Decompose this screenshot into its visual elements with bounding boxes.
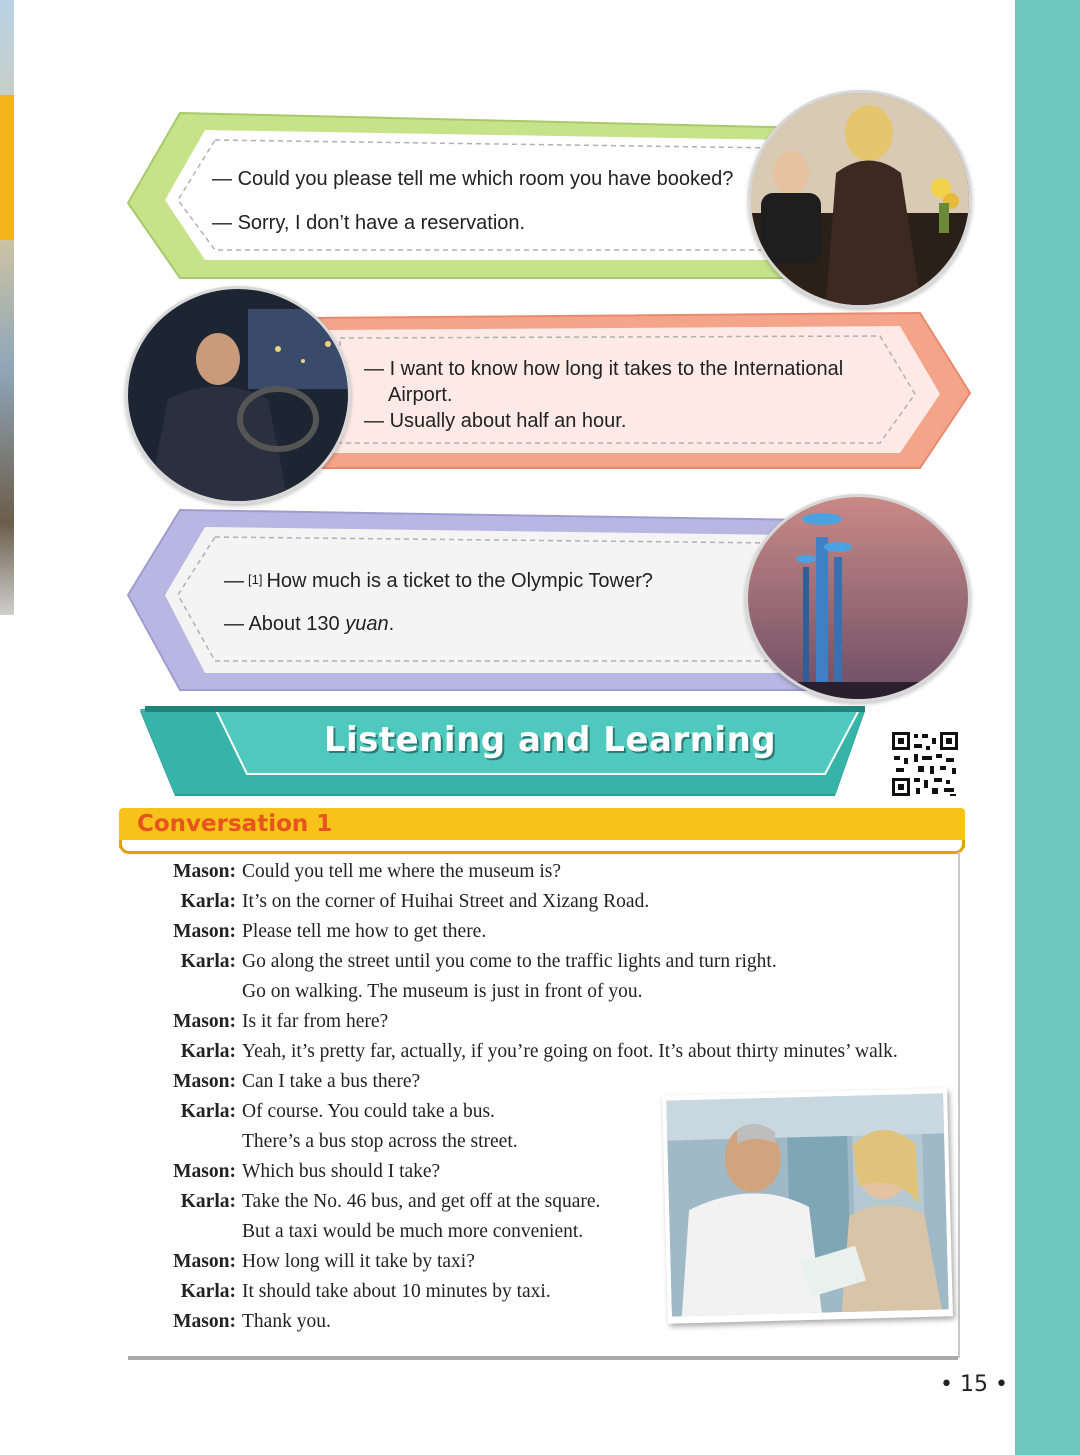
dialog-2-question: — I want to know how long it takes to the International Airport.: [364, 358, 844, 406]
dialog-card-3-shape: [120, 505, 820, 695]
line-text: It should take about 10 minutes by taxi.: [242, 1281, 551, 1302]
speaker-label: Karla:: [180, 951, 236, 972]
line-text: Go on walking. The museum is just in front of you.: [242, 981, 643, 1002]
conversation-line: [148, 917, 486, 947]
speaker-label: Mason:: [173, 1251, 236, 1272]
conversation-line: [148, 1307, 331, 1337]
line-text: Of course. You could take a bus.: [242, 1101, 495, 1122]
conversation-line: [148, 1277, 551, 1307]
dialog-3-answer: — About 130 yuan.: [224, 613, 395, 635]
right-sidebar-band: [1015, 0, 1080, 1455]
line-text: Thank you.: [242, 1311, 331, 1332]
olympic-tower-photo: [745, 494, 971, 702]
conversation-line: [148, 1127, 518, 1157]
line-text: Go along the street until you come to the traffic lights and turn right.: [242, 951, 777, 972]
line-text: It’s on the corner of Huihai Street and Xizang Road.: [242, 891, 650, 912]
speaker-label: Mason:: [173, 1311, 236, 1332]
line-text: Take the No. 46 bus, and get off at the square.: [242, 1191, 601, 1212]
speaker-label: Karla:: [180, 1191, 236, 1212]
dialog-2-answer: — Usually about half an hour.: [364, 410, 627, 432]
line-text: How long will it take by taxi?: [242, 1251, 475, 1272]
line-text: There’s a bus stop across the street.: [242, 1131, 518, 1152]
line-text: Yeah, it’s pretty far, actually, if you’re going on foot. It’s about thirty minutes’ walk.: [242, 1041, 898, 1062]
dialog-1-answer: — Sorry, I don’t have a reservation.: [212, 212, 526, 234]
speaker-label: Karla:: [180, 891, 236, 912]
left-edge-photo-strip: [0, 0, 14, 615]
conversation-line: [148, 1067, 420, 1097]
line-text: Can I take a bus there?: [242, 1071, 421, 1092]
conversation-bottom-rule: [128, 1356, 958, 1360]
line-text: Is it far from here?: [242, 1011, 389, 1032]
speaker-label: Karla:: [180, 1281, 236, 1302]
dialog-card-1-shape: [120, 108, 820, 288]
speaker-label: Mason:: [173, 921, 236, 942]
conversation-line: [148, 1007, 388, 1037]
line-text: Please tell me how to get there.: [242, 921, 487, 942]
dialog-1-question: — Could you please tell me which room you have booked?: [212, 168, 734, 190]
section-title: Listening and Learning: [323, 720, 777, 760]
conversation-line: [148, 1187, 600, 1217]
conversation-line: [148, 1217, 583, 1247]
dialog-3-question: — [1] How much is a ticket to the Olympic Tower?: [224, 570, 653, 592]
conversation-line: [148, 1247, 475, 1277]
conversation-line: [148, 947, 777, 977]
night-driver-photo: [125, 286, 351, 504]
line-text: Which bus should I take?: [242, 1161, 441, 1182]
conversation-photo: [662, 1088, 953, 1323]
hotel-reception-photo: [748, 90, 972, 308]
speaker-label: Mason:: [173, 1161, 236, 1182]
qr-code-icon[interactable]: [890, 730, 960, 798]
conversation-line: [148, 1097, 495, 1127]
conversation-line: [148, 857, 561, 887]
conversation-line: [148, 1157, 440, 1187]
footnote-marker: [1]: [248, 572, 263, 587]
conversation-line: [148, 1037, 898, 1067]
conversation-title: Conversation 1: [137, 811, 333, 837]
conversation-line: [148, 977, 642, 1007]
page-number: • 15 •: [940, 1372, 1008, 1397]
conversation-line: [148, 887, 649, 917]
speaker-label: Karla:: [180, 1101, 236, 1122]
speaker-label: Karla:: [180, 1041, 236, 1062]
speaker-label: Mason:: [173, 861, 236, 882]
line-text: Could you tell me where the museum is?: [242, 861, 561, 882]
speaker-label: Mason:: [173, 1011, 236, 1032]
speaker-label: Mason:: [173, 1071, 236, 1092]
line-text: But a taxi would be much more convenient.: [242, 1221, 584, 1242]
